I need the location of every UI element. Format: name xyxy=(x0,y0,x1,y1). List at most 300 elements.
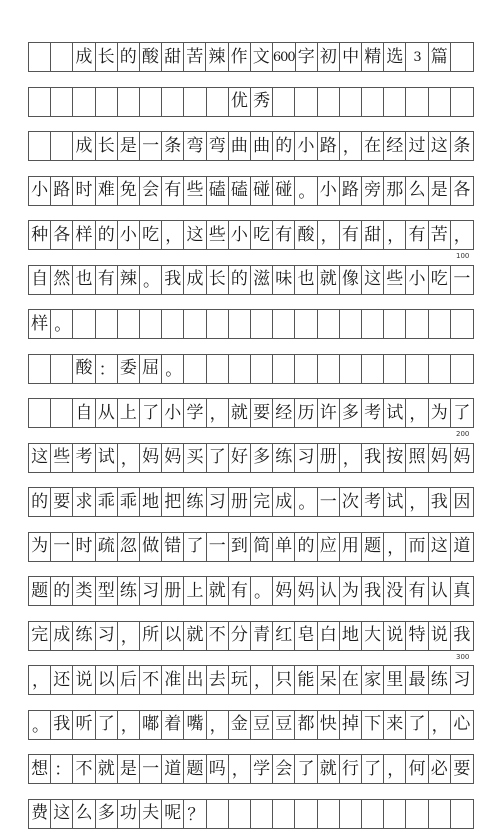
grid-row xyxy=(28,265,474,295)
grid-cell: 多 xyxy=(340,399,362,427)
grid-row xyxy=(28,42,474,72)
grid-row xyxy=(28,532,474,562)
grid-cell: 磕 xyxy=(207,177,229,205)
grid-cell: ， xyxy=(340,444,362,472)
grid-cell: 甜 xyxy=(362,221,384,249)
grid-cell: ， xyxy=(162,221,184,249)
grid-cell xyxy=(295,310,317,338)
grid-row xyxy=(28,710,474,740)
grid-cell: 都 xyxy=(295,711,317,739)
grid-cell: 上 xyxy=(184,577,206,605)
grid-row xyxy=(28,398,474,428)
grid-cell: 准 xyxy=(162,666,184,694)
grid-cell: 。 xyxy=(251,577,273,605)
grid-cell: 这 xyxy=(29,444,51,472)
grid-row xyxy=(28,131,474,161)
grid-cell: 下 xyxy=(362,711,384,739)
grid-cell xyxy=(295,800,317,828)
grid-cell xyxy=(51,399,73,427)
grid-cell: ， xyxy=(384,755,406,783)
grid-cell: ， xyxy=(406,399,428,427)
grid-cell xyxy=(451,310,473,338)
grid-cell: 费 xyxy=(29,800,51,828)
grid-cell xyxy=(295,355,317,383)
grid-cell: 心 xyxy=(453,714,471,734)
grid-cell: 所 xyxy=(140,622,162,650)
grid-cell: 为 xyxy=(429,399,451,427)
grid-cell: 我 xyxy=(362,577,384,605)
grid-cell: ， xyxy=(318,221,340,249)
grid-cell: 路 xyxy=(340,177,362,205)
grid-cell xyxy=(451,355,473,383)
grid-cell: 以 xyxy=(162,622,184,650)
grid-cell: 弯 xyxy=(207,132,229,160)
grid-cell: 地 xyxy=(140,488,162,516)
grid-cell xyxy=(207,800,229,828)
grid-cell: 考 xyxy=(362,488,384,516)
grid-cell: 了 xyxy=(362,755,384,783)
grid-cell: 那 xyxy=(384,177,406,205)
grid-cell: 弯 xyxy=(184,132,206,160)
grid-cell: 里 xyxy=(384,666,406,694)
grid-cell xyxy=(251,310,273,338)
grid-cell: 磕 xyxy=(229,177,251,205)
grid-cell: 好 xyxy=(229,444,251,472)
grid-cell xyxy=(451,43,473,71)
grid-cell: 只 xyxy=(273,666,295,694)
grid-cell: 一 xyxy=(453,269,471,289)
grid-cell: 说 xyxy=(429,622,451,650)
grid-cell: 种 xyxy=(29,221,51,249)
grid-cell: 有 xyxy=(406,577,428,605)
grid-cell: 这 xyxy=(184,221,206,249)
grid-cell: 多 xyxy=(96,800,118,828)
grid-cell xyxy=(184,355,206,383)
grid-cell: 些 xyxy=(184,177,206,205)
grid-cell: 考 xyxy=(362,399,384,427)
grid-cell: ： xyxy=(51,755,73,783)
grid-cell: 习 xyxy=(207,488,229,516)
grid-cell: 也 xyxy=(73,266,95,294)
grid-cell xyxy=(51,43,73,71)
grid-cell: 忽 xyxy=(118,533,140,561)
grid-cell: 精 xyxy=(362,43,384,71)
grid-cell: 了 xyxy=(96,711,118,739)
grid-cell: 着 xyxy=(162,711,184,739)
grid-cell: 了 xyxy=(184,533,206,561)
grid-cell xyxy=(362,88,384,116)
grid-cell: 题 xyxy=(29,577,51,605)
grid-cell: 有 xyxy=(406,221,428,249)
grid-cell: 掉 xyxy=(340,711,362,739)
grid-cell: 味 xyxy=(273,266,295,294)
grid-cell: 家 xyxy=(362,666,384,694)
grid-cell: 些 xyxy=(207,221,229,249)
grid-cell: 说 xyxy=(384,622,406,650)
grid-cell: ， xyxy=(118,622,140,650)
grid-cell: 完 xyxy=(29,622,51,650)
grid-cell: 是 xyxy=(429,177,451,205)
grid-cell: 酸 xyxy=(140,43,162,71)
grid-cell: 文 xyxy=(251,43,273,71)
grid-cell: ， xyxy=(384,533,406,561)
grid-cell: 的 xyxy=(295,533,317,561)
grid-cell xyxy=(429,310,451,338)
grid-cell: 多 xyxy=(251,444,273,472)
grid-cell: 。 xyxy=(295,177,317,205)
grid-cell: 习 xyxy=(295,444,317,472)
grid-cell: 苦 xyxy=(429,221,451,249)
grid-cell xyxy=(229,355,251,383)
grid-cell: 行 xyxy=(340,755,362,783)
grid-cell: 不 xyxy=(207,622,229,650)
grid-cell: 了 xyxy=(207,444,229,472)
grid-cell xyxy=(384,800,406,828)
grid-cell: 样 xyxy=(29,310,51,338)
grid-cell: 能 xyxy=(295,666,317,694)
grid-cell: 出 xyxy=(184,666,206,694)
grid-cell: 嘟 xyxy=(140,711,162,739)
grid-cell: 。 xyxy=(295,488,317,516)
grid-cell: 学 xyxy=(251,755,273,783)
grid-cell: 习 xyxy=(96,622,118,650)
grid-cell: 秀 xyxy=(251,88,273,116)
grid-cell: 认 xyxy=(318,577,340,605)
grid-cell xyxy=(273,800,295,828)
grid-cell: 时 xyxy=(73,177,95,205)
grid-cell: 册 xyxy=(229,488,251,516)
grid-cell: 酸 xyxy=(73,355,95,383)
grid-cell: 辣 xyxy=(118,266,140,294)
grid-row xyxy=(28,176,474,206)
grid-cell: 。 xyxy=(29,711,51,739)
grid-cell xyxy=(340,355,362,383)
grid-cell: ， xyxy=(251,666,273,694)
grid-cell: 题 xyxy=(362,533,384,561)
grid-row xyxy=(28,354,474,384)
grid-cell: 吃 xyxy=(140,221,162,249)
word-count-mark: 200 xyxy=(456,430,470,438)
grid-cell: 就 xyxy=(96,755,118,783)
grid-cell: 滋 xyxy=(251,266,273,294)
grid-cell: 一 xyxy=(140,132,162,160)
grid-cell: ， xyxy=(118,711,140,739)
grid-cell: 的 xyxy=(273,132,295,160)
grid-cell: 试 xyxy=(384,399,406,427)
grid-cell xyxy=(384,355,406,383)
grid-cell: ， xyxy=(453,226,471,246)
grid-cell xyxy=(406,310,428,338)
grid-cell: 照 xyxy=(406,444,428,472)
grid-cell: 会 xyxy=(140,177,162,205)
grid-cell: 上 xyxy=(118,399,140,427)
grid-cell: 单 xyxy=(273,533,295,561)
grid-cell: 初 xyxy=(318,43,340,71)
grid-cell: 妈 xyxy=(429,444,451,472)
grid-cell: 应 xyxy=(318,533,340,561)
grid-cell: 而 xyxy=(406,533,428,561)
grid-cell: 作 xyxy=(229,43,251,71)
grid-cell: ， xyxy=(207,399,229,427)
grid-cell: 这 xyxy=(51,800,73,828)
grid-cell: 3 xyxy=(406,43,428,71)
grid-cell: 经 xyxy=(273,399,295,427)
grid-cell: 不 xyxy=(140,666,162,694)
grid-cell: 简 xyxy=(251,533,273,561)
grid-cell: 类 xyxy=(73,577,95,605)
grid-cell: 了 xyxy=(295,755,317,783)
grid-cell xyxy=(384,88,406,116)
grid-cell: 有 xyxy=(96,266,118,294)
grid-cell: 然 xyxy=(51,266,73,294)
grid-cell xyxy=(451,800,473,828)
grid-cell: 按 xyxy=(384,444,406,472)
grid-cell xyxy=(384,310,406,338)
grid-cell: 要 xyxy=(251,399,273,427)
grid-cell xyxy=(251,355,273,383)
grid-cell: 要 xyxy=(453,758,471,779)
grid-cell: 吗 xyxy=(207,755,229,783)
grid-cell: 听 xyxy=(73,711,95,739)
grid-cell xyxy=(406,355,428,383)
grid-cell: 练 xyxy=(429,666,451,694)
grid-cell: 金 xyxy=(229,711,251,739)
grid-cell: 吃 xyxy=(429,266,451,294)
grid-cell: 我 xyxy=(453,625,471,645)
grid-cell: 妈 xyxy=(162,444,184,472)
grid-cell: 红 xyxy=(273,622,295,650)
grid-cell xyxy=(184,310,206,338)
grid-cell: 求 xyxy=(73,488,95,516)
grid-cell: 真 xyxy=(453,580,471,601)
grid-cell: 完 xyxy=(251,488,273,516)
grid-cell: 青 xyxy=(251,622,273,650)
grid-cell xyxy=(273,355,295,383)
grid-cell xyxy=(184,88,206,116)
grid-cell xyxy=(406,800,428,828)
grid-cell: ： xyxy=(96,355,118,383)
grid-row xyxy=(28,665,474,695)
grid-cell xyxy=(318,88,340,116)
grid-cell xyxy=(362,310,384,338)
grid-cell: 次 xyxy=(340,488,362,516)
grid-cell: 就 xyxy=(207,577,229,605)
grid-cell: 的 xyxy=(229,266,251,294)
grid-cell: 小 xyxy=(318,177,340,205)
grid-cell: 道 xyxy=(162,755,184,783)
grid-cell: 在 xyxy=(362,132,384,160)
grid-cell: ， xyxy=(29,666,51,694)
grid-cell: 我 xyxy=(162,266,184,294)
grid-cell: 就 xyxy=(318,755,340,783)
grid-cell: 呢 xyxy=(162,800,184,828)
grid-cell: 后 xyxy=(118,666,140,694)
grid-cell xyxy=(207,310,229,338)
grid-cell xyxy=(429,800,451,828)
grid-cell xyxy=(96,310,118,338)
grid-cell xyxy=(162,88,184,116)
grid-cell xyxy=(140,88,162,116)
grid-cell xyxy=(118,88,140,116)
grid-row xyxy=(28,576,474,606)
grid-cell: 练 xyxy=(73,622,95,650)
grid-cell: 认 xyxy=(429,577,451,605)
grid-cell xyxy=(229,800,251,828)
grid-cell: 的 xyxy=(118,43,140,71)
grid-cell: 选 xyxy=(384,43,406,71)
grid-cell: 就 xyxy=(229,399,251,427)
grid-cell: ， xyxy=(118,444,140,472)
grid-cell xyxy=(51,132,73,160)
grid-cell: 白 xyxy=(318,622,340,650)
grid-cell: 小 xyxy=(229,221,251,249)
grid-cell: 经 xyxy=(384,132,406,160)
grid-cell: 小 xyxy=(295,132,317,160)
grid-cell: 了 xyxy=(140,399,162,427)
grid-cell: 一 xyxy=(318,488,340,516)
grid-cell xyxy=(340,800,362,828)
grid-cell: 来 xyxy=(384,711,406,739)
grid-cell: 去 xyxy=(207,666,229,694)
grid-cell xyxy=(73,310,95,338)
grid-cell: 大 xyxy=(362,622,384,650)
grid-cell: 一 xyxy=(207,533,229,561)
grid-cell: ， xyxy=(384,221,406,249)
grid-cell: 吃 xyxy=(251,221,273,249)
grid-cell xyxy=(429,88,451,116)
grid-cell xyxy=(340,310,362,338)
grid-cell: 把 xyxy=(162,488,184,516)
grid-cell: 有 xyxy=(229,577,251,605)
grid-cell xyxy=(29,88,51,116)
grid-cell: ， xyxy=(429,711,451,739)
grid-cell: ？ xyxy=(184,800,206,828)
grid-cell: 么 xyxy=(73,800,95,828)
grid-cell: 是 xyxy=(118,755,140,783)
grid-cell: 妈 xyxy=(140,444,162,472)
grid-cell: 就 xyxy=(318,266,340,294)
grid-row xyxy=(28,443,474,473)
grid-cell: 。 xyxy=(140,266,162,294)
grid-cell: 我 xyxy=(51,711,73,739)
grid-cell: 快 xyxy=(318,711,340,739)
grid-cell xyxy=(96,88,118,116)
grid-cell: 豆 xyxy=(251,711,273,739)
grid-cell xyxy=(273,88,295,116)
grid-cell xyxy=(51,355,73,383)
grid-cell: 许 xyxy=(318,399,340,427)
grid-cell xyxy=(29,132,51,160)
grid-cell: 妈 xyxy=(453,447,471,467)
grid-cell: 为 xyxy=(29,533,51,561)
grid-cell xyxy=(73,88,95,116)
grid-cell xyxy=(29,355,51,383)
grid-cell: 练 xyxy=(184,488,206,516)
grid-cell xyxy=(451,88,473,116)
grid-cell: 600 xyxy=(273,43,296,71)
grid-cell: 练 xyxy=(273,444,295,472)
grid-cell: 曲 xyxy=(251,132,273,160)
grid-cell: 妈 xyxy=(273,577,295,605)
grid-cell: 要 xyxy=(51,488,73,516)
grid-cell: 乖 xyxy=(118,488,140,516)
grid-cell: 些 xyxy=(51,444,73,472)
grid-cell: ， xyxy=(340,132,362,160)
grid-cell: 碰 xyxy=(273,177,295,205)
grid-row xyxy=(28,87,474,117)
grid-cell: 到 xyxy=(229,533,251,561)
word-count-mark: 100 xyxy=(456,252,470,260)
grid-cell: 有 xyxy=(162,177,184,205)
grid-cell: 这 xyxy=(362,266,384,294)
grid-cell: 小 xyxy=(118,221,140,249)
grid-cell xyxy=(295,88,317,116)
grid-cell: 买 xyxy=(184,444,206,472)
grid-cell: 了 xyxy=(406,711,428,739)
grid-cell: 豆 xyxy=(273,711,295,739)
grid-cell: 路 xyxy=(51,177,73,205)
grid-cell: 玩 xyxy=(229,666,251,694)
grid-cell: 做 xyxy=(140,533,162,561)
grid-cell: 会 xyxy=(273,755,295,783)
grid-cell: 分 xyxy=(229,622,251,650)
grid-cell: 成 xyxy=(51,622,73,650)
grid-cell: 在 xyxy=(340,666,362,694)
grid-cell: 没 xyxy=(384,577,406,605)
grid-cell: 中 xyxy=(340,43,362,71)
grid-cell xyxy=(140,310,162,338)
grid-cell: 想 xyxy=(29,755,51,783)
grid-cell: 习 xyxy=(140,577,162,605)
grid-cell: 一 xyxy=(51,533,73,561)
grid-cell: 试 xyxy=(384,488,406,516)
grid-cell: 苦 xyxy=(184,43,206,71)
grid-row xyxy=(28,754,474,784)
grid-cell: 免 xyxy=(118,177,140,205)
grid-cell: 各 xyxy=(51,221,73,249)
grid-cell: 习 xyxy=(453,669,471,690)
grid-cell: 我 xyxy=(362,444,384,472)
grid-cell: 从 xyxy=(96,399,118,427)
grid-cell: 说 xyxy=(73,666,95,694)
grid-cell: 的 xyxy=(96,221,118,249)
grid-cell: 小 xyxy=(406,266,428,294)
grid-cell: 就 xyxy=(184,622,206,650)
word-count-mark: 300 xyxy=(456,652,470,661)
grid-cell xyxy=(118,310,140,338)
grid-cell: 学 xyxy=(184,399,206,427)
grid-cell: 。 xyxy=(51,310,73,338)
grid-cell xyxy=(318,310,340,338)
grid-cell xyxy=(340,88,362,116)
grid-cell xyxy=(362,800,384,828)
grid-cell: 题 xyxy=(184,755,206,783)
grid-cell: 过 xyxy=(406,132,428,160)
grid-cell: 有 xyxy=(340,221,362,249)
grid-cell: 道 xyxy=(453,536,471,556)
grid-cell: 嘴 xyxy=(184,711,206,739)
grid-row xyxy=(28,621,474,651)
grid-cell: 。 xyxy=(162,355,184,383)
grid-cell: 不 xyxy=(73,755,95,783)
grid-cell: 了 xyxy=(453,402,471,423)
grid-cell: 成 xyxy=(73,43,95,71)
grid-cell: 小 xyxy=(29,177,51,205)
grid-cell: 样 xyxy=(73,221,95,249)
grid-cell: 自 xyxy=(29,266,51,294)
grid-cell: 这 xyxy=(429,533,451,561)
grid-cell: 呆 xyxy=(318,666,340,694)
